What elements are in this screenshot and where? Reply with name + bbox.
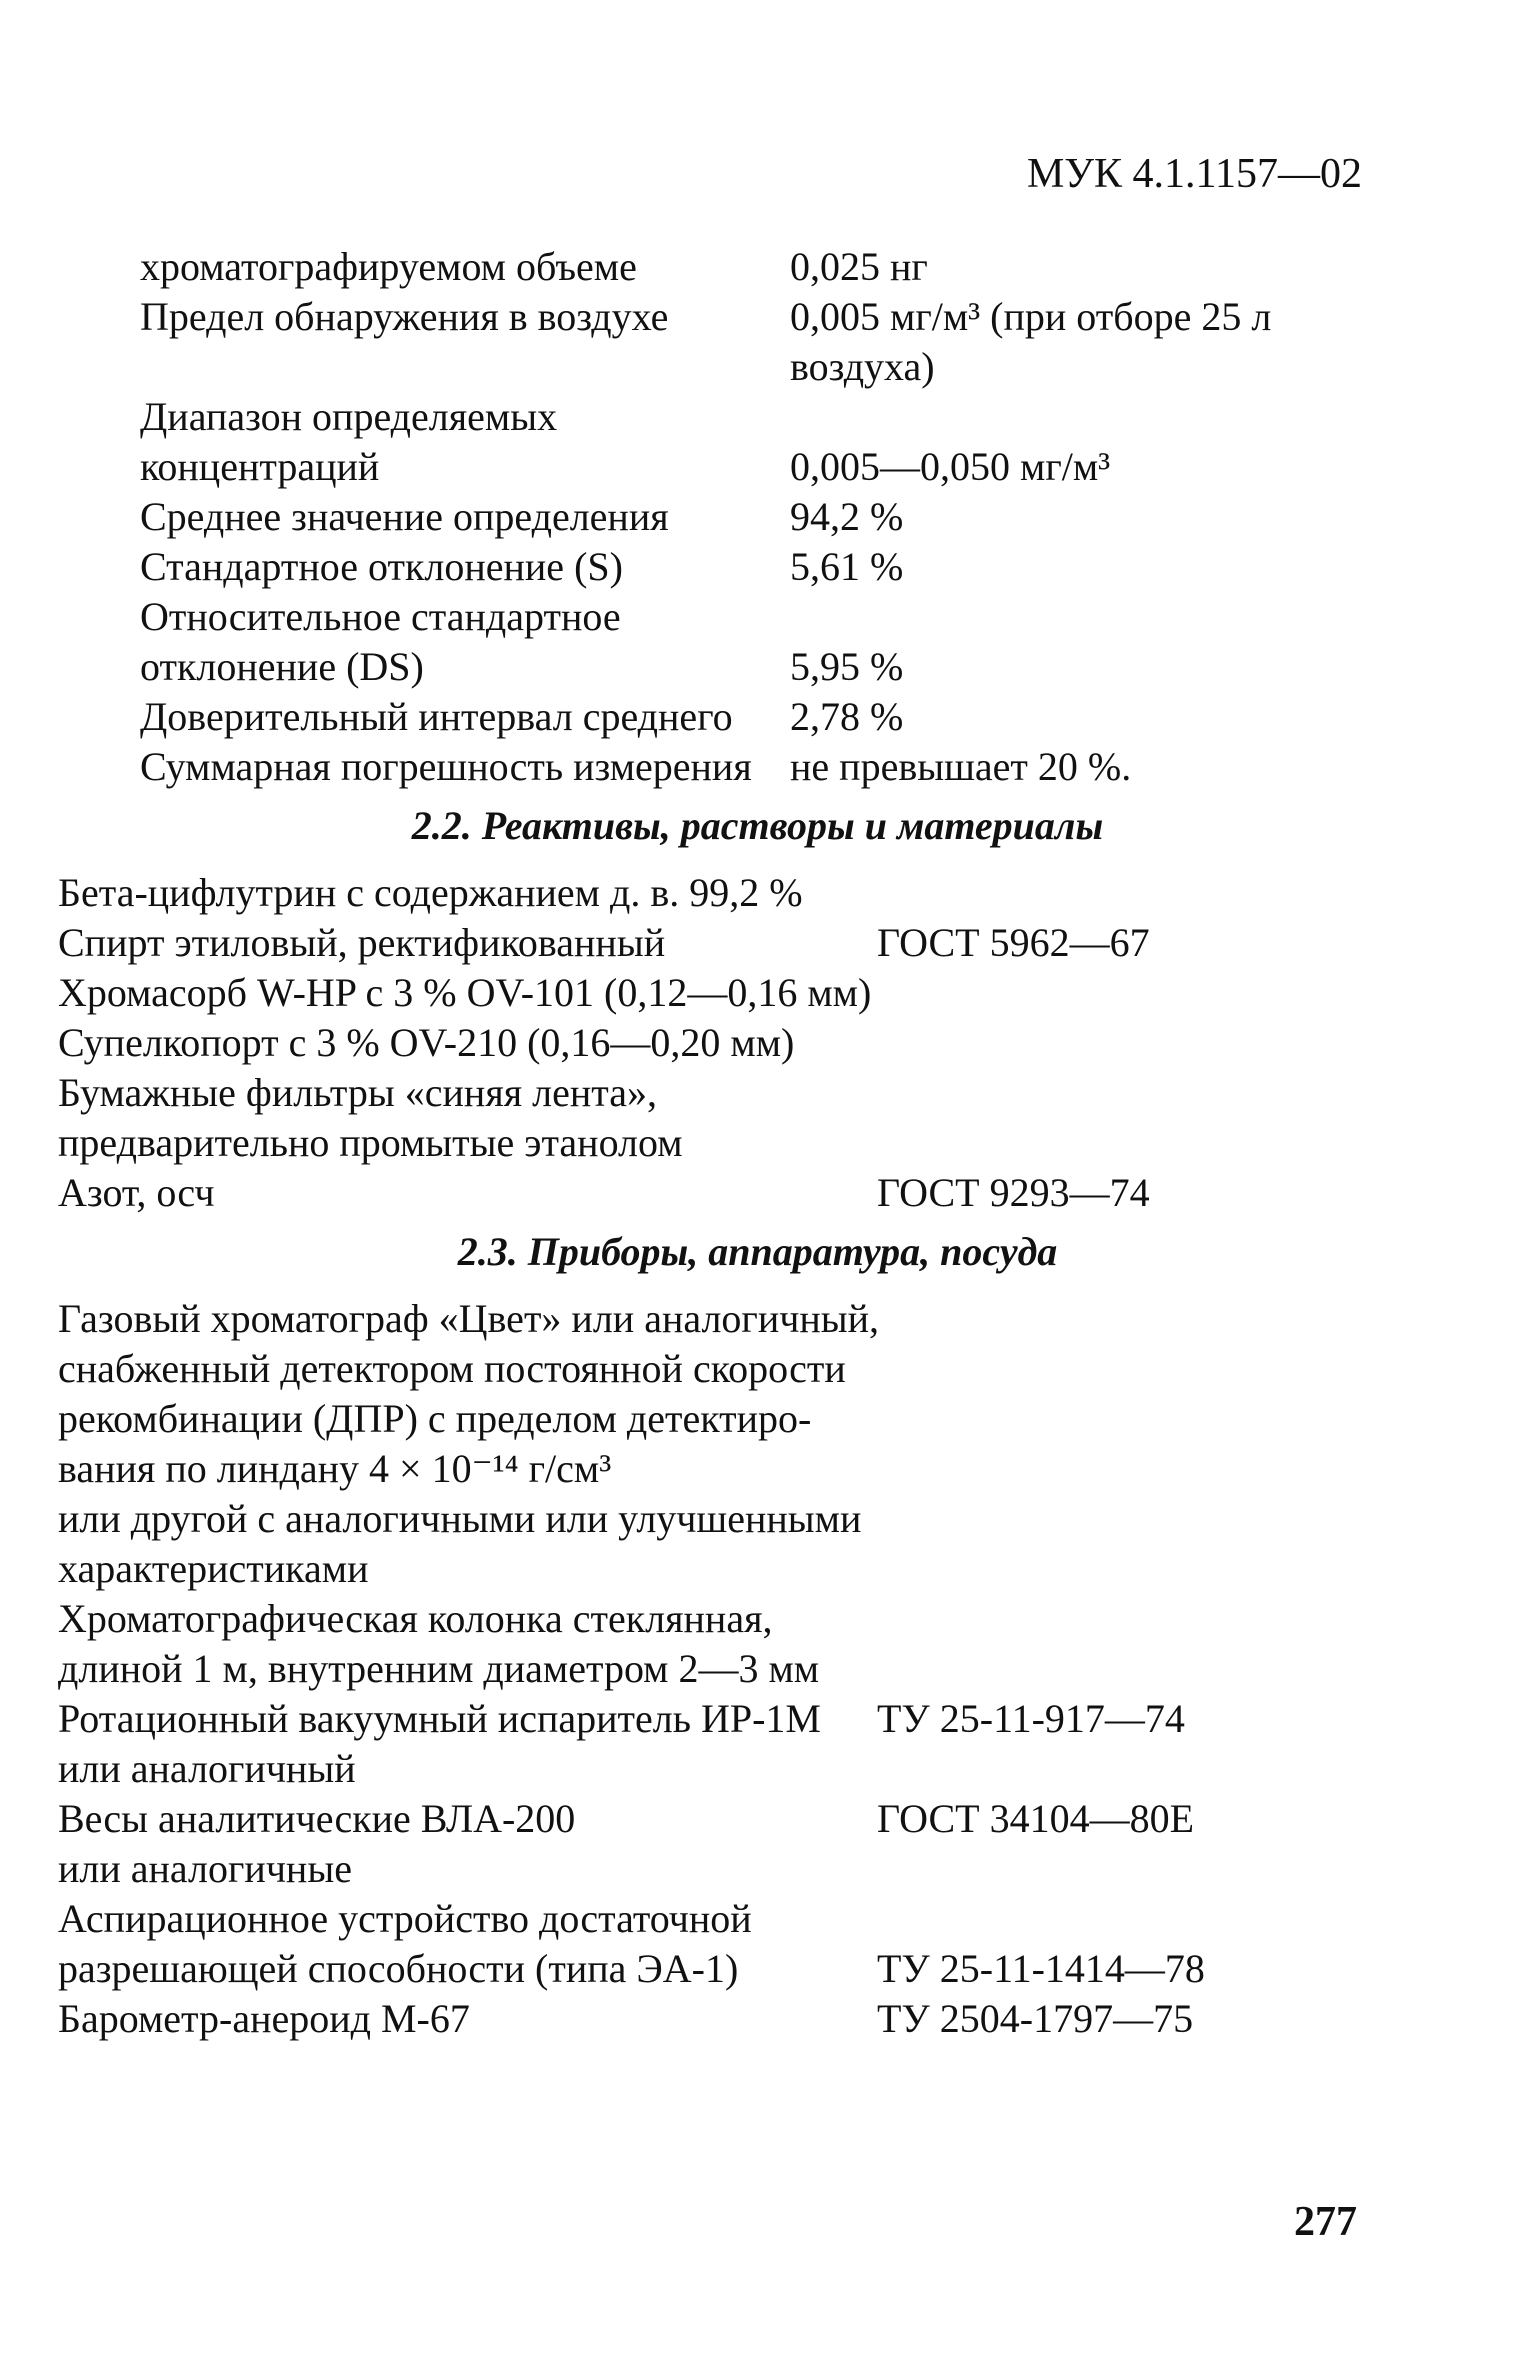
item-name: Барометр-анероид М-67 <box>58 1996 470 2041</box>
item-name: Азот, осч <box>58 1170 215 1215</box>
characteristic-label: Стандартное отклонение (S) <box>140 544 623 589</box>
document-code-header: МУК 4.1.1157—02 <box>1026 151 1362 197</box>
characteristic-value: 5,95 % <box>790 644 904 689</box>
item-name: Весы аналитические ВЛА-200 <box>58 1796 576 1841</box>
item-name: Спирт этиловый, ректификованный <box>58 920 666 965</box>
item-standard: ТУ 2504-1797—75 <box>877 1996 1194 2041</box>
characteristic-label: Диапазон определяемых <box>140 394 558 439</box>
characteristic-label: Относительное стандартное <box>140 594 621 639</box>
item-name: разрешающей способности (типа ЭА-1) <box>58 1946 739 1991</box>
characteristic-value: воздуха) <box>790 344 935 389</box>
item-name: Газовый хроматограф «Цвет» или аналогичный, <box>58 1296 880 1341</box>
characteristic-value: 5,61 % <box>790 544 904 589</box>
item-name: Ротационный вакуумный испаритель ИР-1М <box>58 1696 821 1741</box>
characteristic-label: Предел обнаружения в воздухе <box>140 294 669 339</box>
characteristic-label: концентраций <box>140 444 380 489</box>
item-standard: ГОСТ 34104—80Е <box>877 1796 1195 1841</box>
item-name: Хроматографическая колонка стеклянная, <box>58 1596 773 1641</box>
section-heading-devices: 2.3. Приборы, аппаратура, посуда <box>457 1229 1058 1274</box>
characteristic-value: не превышает 20 %. <box>790 744 1132 789</box>
characteristic-value: 94,2 % <box>790 494 904 539</box>
item-standard: ТУ 25-11-917—74 <box>877 1696 1185 1741</box>
item-name: Бета-цифлутрин с содержанием д. в. 99,2 % <box>58 870 803 915</box>
item-standard: ТУ 25-11-1414—78 <box>877 1946 1205 1991</box>
item-name: рекомбинации (ДПР) с пределом детектиро- <box>58 1396 812 1441</box>
characteristic-label: отклонение (DS) <box>140 644 424 689</box>
item-name: длиной 1 м, внутренним диаметром 2—3 мм <box>58 1646 820 1691</box>
characteristic-label: Доверительный интервал среднего <box>140 694 733 739</box>
characteristic-value: 0,005—0,050 мг/м³ <box>790 444 1111 489</box>
characteristic-value: 0,025 нг <box>790 244 928 289</box>
characteristic-value: 2,78 % <box>790 694 904 739</box>
item-standard: ГОСТ 9293—74 <box>877 1170 1150 1215</box>
item-standard: ГОСТ 5962—67 <box>877 920 1150 965</box>
item-name: или аналогичный <box>58 1746 356 1791</box>
item-name: предварительно промытые этанолом <box>58 1120 683 1165</box>
item-name: характеристиками <box>58 1546 369 1591</box>
item-name: Хромасорб W-HP с 3 % OV-101 (0,12—0,16 мм) <box>58 970 872 1015</box>
characteristic-label: Суммарная погрешность измерения <box>140 744 752 789</box>
characteristic-label: хроматографируемом объеме <box>140 244 637 289</box>
item-name: вания по линдану 4 × 10⁻¹⁴ г/см³ <box>58 1446 612 1491</box>
item-name: Аспирационное устройство достаточной <box>58 1896 752 1941</box>
characteristic-label: Среднее значение определения <box>140 494 669 539</box>
characteristic-value: 0,005 мг/м³ (при отборе 25 л <box>790 294 1272 339</box>
item-name: Бумажные фильтры «синяя лента», <box>58 1070 657 1115</box>
section-heading-reagents: 2.2. Реактивы, растворы и материалы <box>411 803 1104 848</box>
item-name: Супелкопорт с 3 % OV-210 (0,16—0,20 мм) <box>58 1020 795 1065</box>
item-name: снабженный детектором постоянной скорости <box>58 1346 846 1391</box>
item-name: или другой с аналогичными или улучшенными <box>58 1496 862 1541</box>
page-number: 277 <box>1294 2199 1357 2245</box>
item-name: или аналогичные <box>58 1846 352 1891</box>
